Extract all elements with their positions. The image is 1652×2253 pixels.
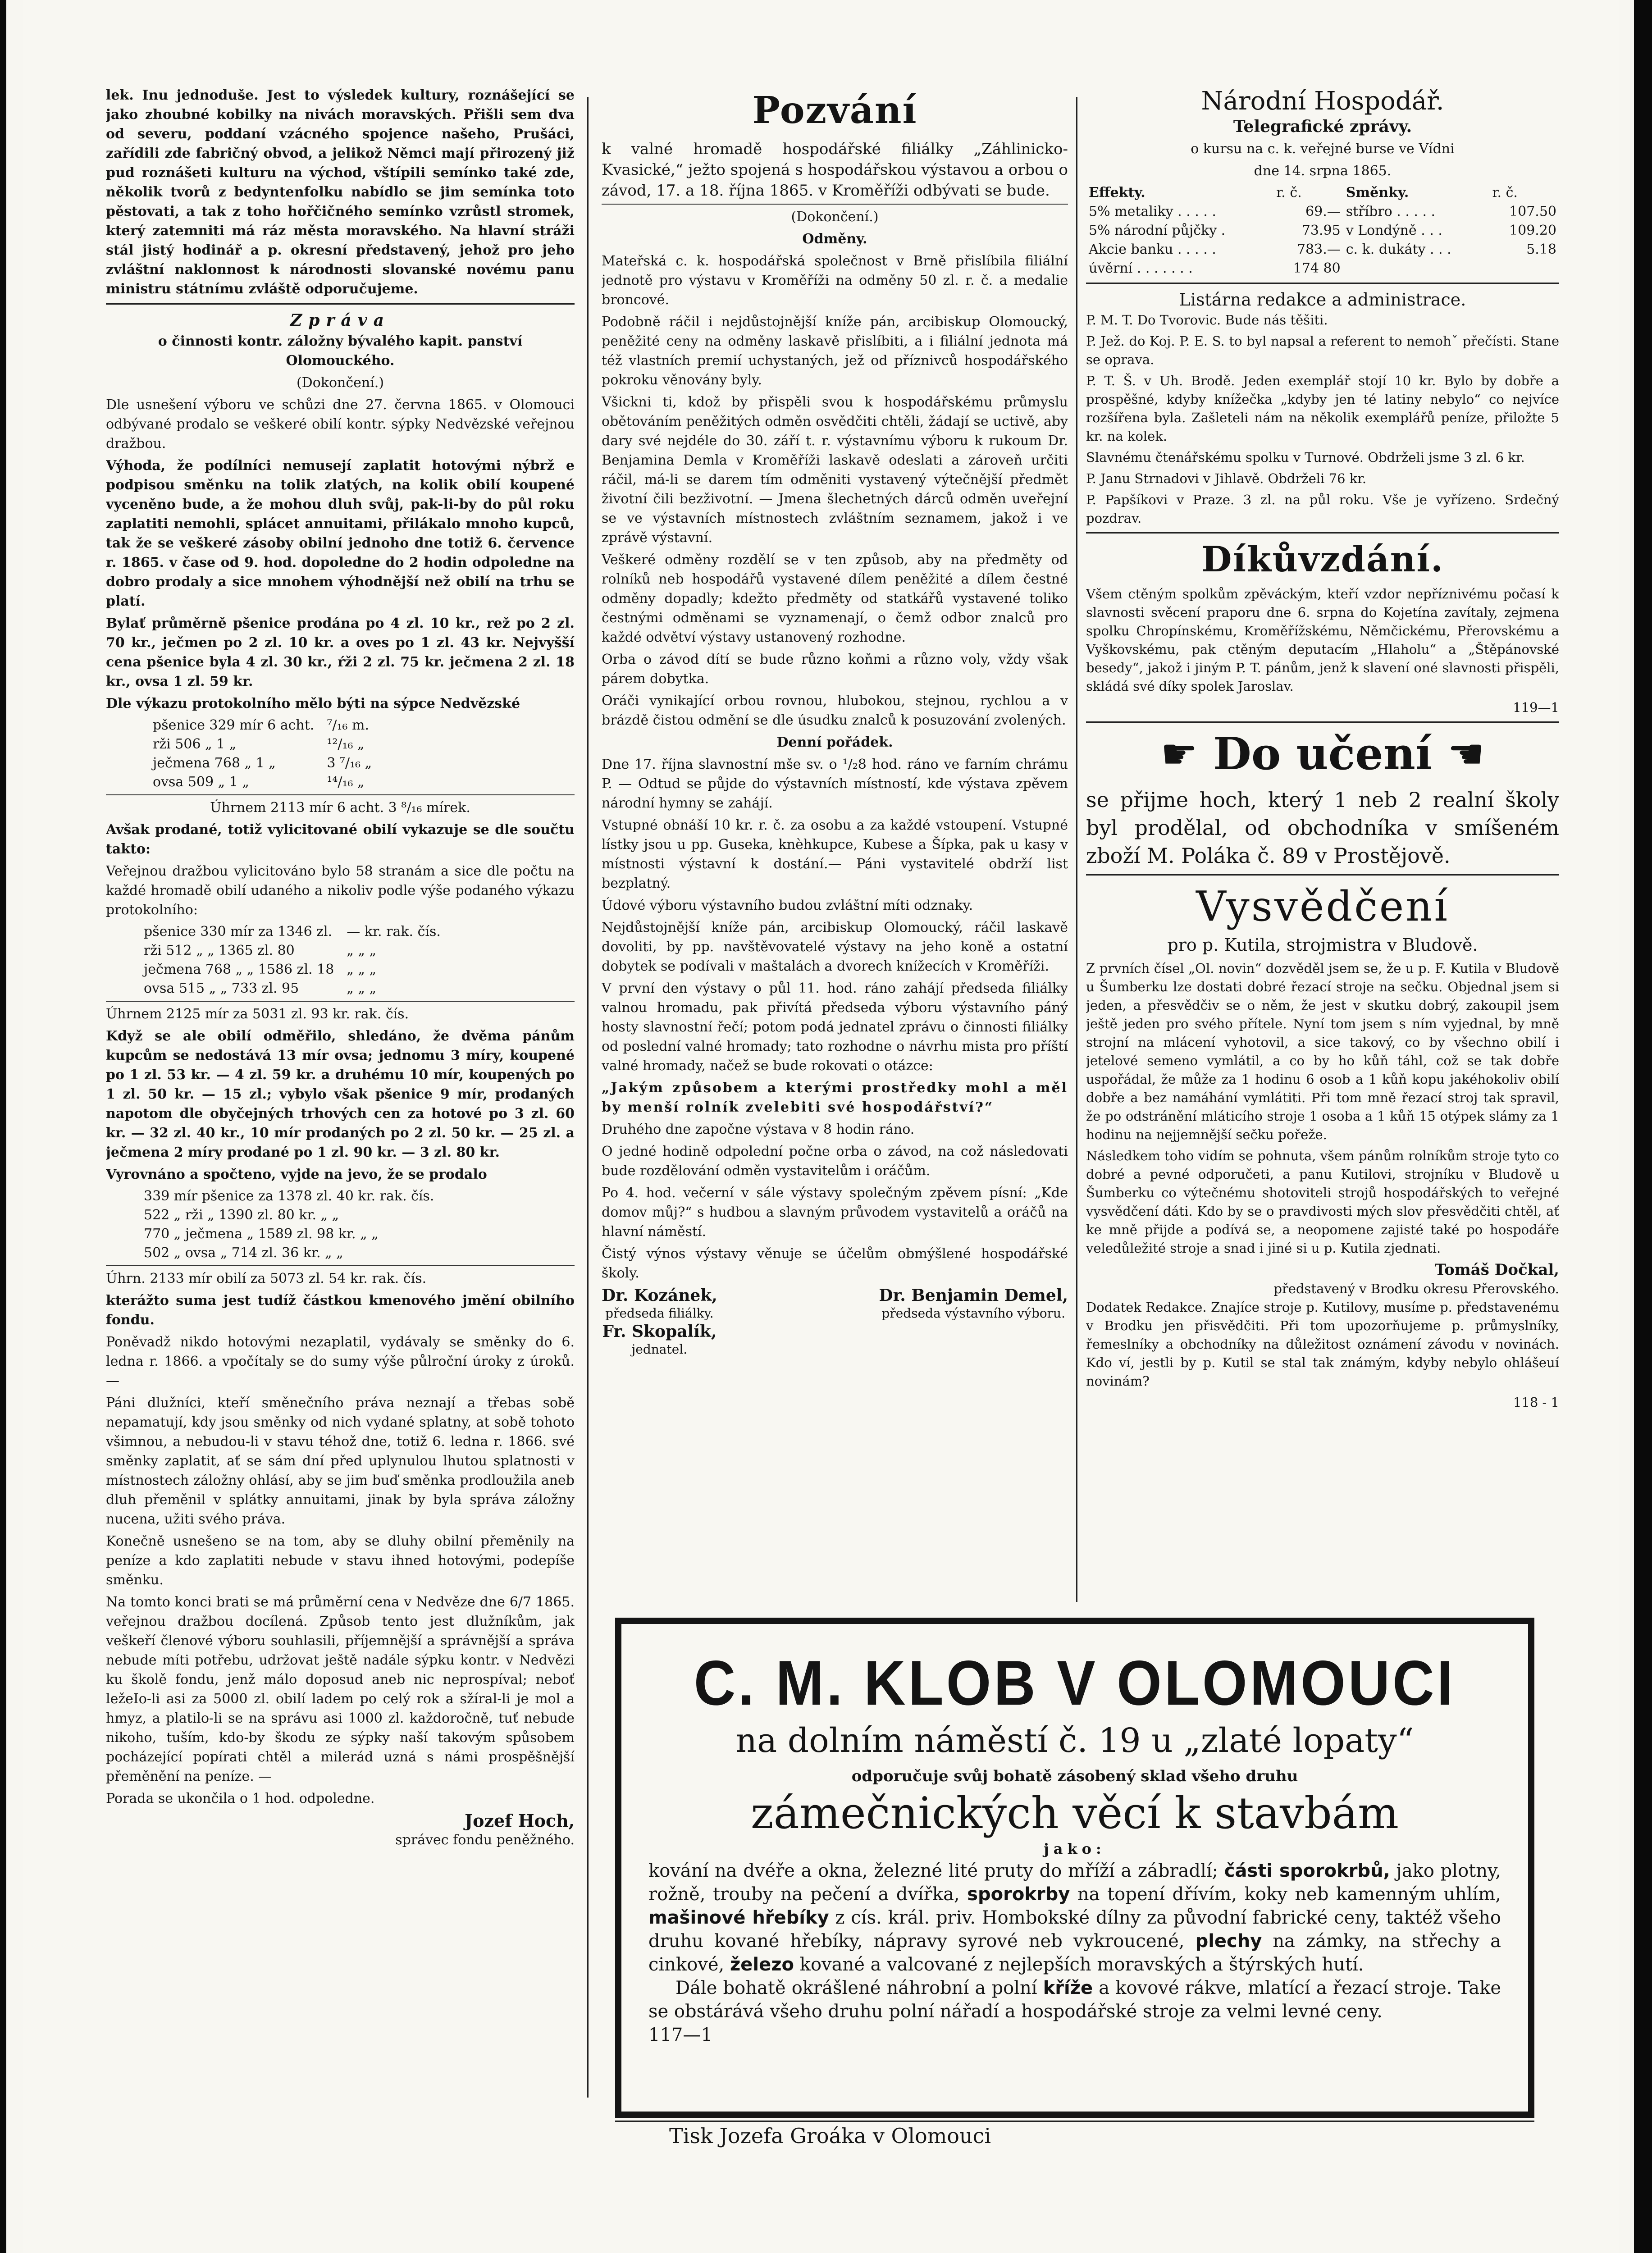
cell: rži 506 „ 1 „ (153, 736, 237, 752)
cell (1343, 259, 1490, 278)
paragraph: Výhoda, že podílníci nemusejí zaplatit hotovými nýbrž e podpisou směnku na tolik zlatých, na kolik obilí koupené vyceněno bude, a že mohou dluh svůj, pak-li-by do půl roku zaplatiti nemohli, splácet annuitami, přilákalo mnoho kupců, tak že se veškeré zásoby obilní jednoho dne totiž 6. července r. 1865. v čase od 9. hod. dopoledne do 2 hodin odpoledne na dobro prodaly a sice mnohem výhodnější než obilí na trhu se platí. (106, 458, 575, 609)
sum-rule (106, 1001, 575, 1002)
report-subtitle: o činnosti kontr. záložny bývalého kapit. panství Olomouckého. (158, 333, 523, 369)
ad-highlight: kříže (1043, 1978, 1093, 1998)
paragraph: Údové výboru výstavního budou zvláštní míti odznaky. (602, 898, 973, 913)
ad-goods: zámečnických věcí k stavbám (751, 1788, 1399, 1838)
ad-text: Dále bohatě okrášlené náhrobní a polní (675, 1978, 1043, 1998)
signature-role: správec fondu peněžného. (395, 1832, 575, 1848)
ad-jako: jako: (1044, 1840, 1106, 1857)
apprentice-title: Do učení (1213, 728, 1433, 780)
cell (1490, 259, 1560, 278)
certificate-signature: Tomáš Dočkal, (1434, 1261, 1559, 1279)
ad-number: 117—1 (648, 2025, 712, 2045)
paragraph: Dle usnešení výboru ve schůzi dne 27. června 1865. v Olomouci odbývané prodalo se veškeré obilí kontr. sýpky Nedvězské veřejnou dražbou. (106, 397, 575, 452)
report-title: Zpráva (290, 311, 390, 330)
signature-role: předseda filiálky. (605, 1306, 714, 1321)
certificate-text: Následkem toho vidím se pohnuta, všem pánům rolníkům stroje tyto co dobré a pevné odporučeti, a panu Kutilovi, strojníku v Bludově u Šumberku co výtečnému shotoviteli strojů hospodářských to veřejné vysvědčení dáti. Kdo by se o pravdivosti mých slov přesvědčiti chtěl, ať ke mně přijde a podívá se, a neopomene zajisté také po hospodáře veledůležité stroje a snad i jiné si u p. Kutila zjednati. (1086, 1148, 1559, 1256)
paragraph: Páni dlužníci, kteří směnečního práva neznají a třebas sobě nepamatují, kdy jsou směnky od nich vydané splatny, at sobě tohoto všimnou, a nebudou-li v stavu téhož dne, totiž 6. ledna r. 1866. své směnky zaplatit, ať se sám dní před uplynulou lhutou splatnosti v místnostech záložny ohlásí, aby se jim buď směnka prodloužila aneb dluh přeměnil v splátky annuitami, jinak by byla správa záložny nucena, užiti svého práva. (106, 1395, 575, 1527)
cell: rži 512 „ „ 1365 zl. 80 (144, 943, 295, 958)
ad-text: z cís. král. priv. Hombokské dílny za původní fabrické ceny, taktéž všeho druhu kované hřebíky, nápravy syrové neb vykroucené, (648, 1907, 1501, 1952)
printer-imprint: Tisk Jozefa Groáka v Olomouci (615, 2121, 1534, 2148)
paragraph: Nejdůstojnější kníže pán, arcibiskup Olomoucký, ráčil laskavě dovoliti, by pp. navštěvovatelé výstavy na jeho koně a ostatní dobytek se podívali v maštalách a dvorech knížecích v Kroměříži. (602, 920, 1068, 974)
cell: Akcie banku . . . . . (1089, 242, 1216, 257)
ad-text: kované a valcované z nejlepších moravských a štýrských hutí. (794, 1954, 1364, 1975)
cell: „ „ „ (347, 981, 376, 996)
pointing-hand-right-icon: ☛ (1160, 730, 1198, 778)
cell: v Londýně . . . (1346, 223, 1442, 238)
cell: ⁷/₁₆ m. (327, 717, 370, 733)
paragraph: Čistý výnos výstavy věnuje se účelům obmýšlené hospodářské školy. (602, 1246, 1068, 1281)
letter-note: P. Jež. do Koj. P. E. S. to byl napsal a referent to nemohˇ přečísti. Stane se oprava. (1086, 333, 1559, 367)
cell: c. k. dukáty . . . (1346, 242, 1451, 257)
cell: — kr. rak. čís. (347, 924, 441, 940)
paragraph: Veřejnou dražbou vylicitováno bylo 58 stranám a sice dle počtu na každé hromadě obilí udaného a nikoliv podle výše podaného výkazu protokolního: (106, 863, 575, 918)
paragraph: Druhého dne započne výstava v 8 hodin ráno. (602, 1122, 915, 1137)
cell: 783.— (1296, 242, 1341, 257)
col-header: r. č. (1492, 185, 1518, 201)
paragraph: Po 4. hod. večerní v sále výstavy společným zpěvem písní: „Kde domov můj?“ s hudbou a slavným průvodem vystavitelů a oráčů na hlavní náměstí. (602, 1185, 1068, 1240)
cell: 5% národní půjčky . (1089, 223, 1226, 238)
continued-note: (Dokončení.) (296, 375, 384, 391)
paragraph: Veškeré odměny rozdělí se v ten způsob, aby na předměty od rolníků neb hospodářů vystavené dílem peněžité a dílem čestné odměny dopadly; kdežto předměty od statkářů vystavené toliko čestnými odměnami se vyznamenají, o čemž odbor znalců pro každé odvětví výstavy ustanovený rozhodne. (602, 552, 1068, 645)
ad-text: a kovové rákve, mlatící a řezací stroje. Take se obstárává všeho druhu polní nářadí a hospodářské stroje za velmi levné ceny. (648, 1978, 1501, 2022)
divider (602, 204, 1068, 205)
paragraph: Avšak prodané, totiž vylicitované obilí vykazuje se dle součtu takto: (106, 822, 575, 857)
sum-line: Úhrnem 2125 mír za 5031 zl. 93 kr. rak. čís. (106, 1006, 409, 1022)
ad-number: 118 - 1 (1513, 1395, 1559, 1410)
pointing-hand-left-icon: ☚ (1447, 730, 1485, 778)
paragraph: Na tomto konci brati se má průměrní cena v Nedvěze dne 6/7 1865. veřejnou dražbou docílená. Způsob tento jest dlužníkům, jak veškeří členové výboru souhlasili, příjemnější a správnější a správa nebude míti potřebu, udržovat ještě nadále sýpku kontr. v Nedvězi ku školě fondu, jenž málo doposud aneb nic neprospíval; neboť ležeIo-li asi za 5000 zl. obilí ladem po celý rok a sžíral-li je mol a hmyz, a platilo-li se na správu asi 1000 zl. každoročně, tuť nebude nikoho, tuším, kdo-by škodu ze sýpky naší takovým spůsobem pocházející popírati chtěl a milerád uzná s námi prospěšnější přeměnění na peníze. — (106, 1594, 575, 1784)
paragraph: V první den výstavy o půl 11. hod. ráno zahájí předseda filiálky valnou hromadu, pak přivítá předseda výboru výstavního páný hosty slavnostní řečí; potom podá jednatel zprávu o činnosti filiálky od poslední valné hromady; tato rozhodne o návrhu mista pro příští valné hromady, načež se bude rokovati o otázce: (602, 981, 1068, 1074)
cell: ovsa 515 „ „ 733 zl. 95 (144, 981, 299, 996)
continued-note: (Dokončení.) (791, 209, 879, 225)
paragraph: Konečně usnešeno se na tom, aby se dluhy obilní přeměnily na peníze a kdo zaplatiti nebude v stavu ihned hotovými, podepíše směnku. (106, 1533, 575, 1588)
letter-note: P. Papšíkovi v Praze. 3 zl. na půl roku. Vše je vyřízeno. Srdečný pozdrav. (1086, 492, 1559, 526)
column-right (1086, 86, 1559, 1606)
ad-recommendation: odporučuje svůj bohatě zásobený sklad všeho druhu (851, 1767, 1298, 1785)
paragraph: Když se ale obilí odměřilo, shledáno, že dvěma pánům kupcům se nedostává 13 mír ovsa; jednomu 3 míry, koupené po 1 zl. 53 kr. — 4 zl. 59 kr. a druhému 10 mír, koupených po 1 zl. 50 kr. — 15 zl.; vybylo však pšenice 9 mír, prodaných napotom dle obyčejných trhových cen za hotové po 3 zl. 60 kr. — 32 zl. 40 kr., 10 mír prodaných po 2 zl. 50 kr. — 25 zl. a ječmena 2 míry prodané po 1 zl. 90 kr. — 3 zl. 80 kr. (106, 1028, 575, 1160)
section-title: Národní Hospodář. (1201, 87, 1444, 116)
letter-note: P. Janu Strnadovi v Jihlavě. Obdrželi 76 kr. (1086, 471, 1367, 486)
exchange-date: dne 14. srpna 1865. (1254, 163, 1392, 179)
signature: Dr. Benjamin Demel, (879, 1286, 1068, 1305)
cell: 107.50 (1509, 204, 1556, 219)
ad-highlight: železo (730, 1954, 794, 1975)
letters-heading: Listárna redakce a administrace. (1179, 290, 1466, 310)
ad-highlight: části sporokrbů, (1224, 1861, 1390, 1881)
thanks-text: Všem ctěným spolkům zpěváckým, kteří vzdor nepříznivému počasí k slavnosti svěcení praporu dne 6. srpna do Kojetína zavítaly, zejmena spolku Chropínskému, Kroměřížskému, Němčickému, Přerovskému a Vyškovskému, pak ctěným deputacím „Hlaholu“ a „Štěpánovské besedy“, jakož i jiným P. T. pánům, jenž k slavení oné slavnosti přispěli, skládá své díky spolek Jaroslav. (1086, 586, 1559, 694)
paragraph: Všickni ti, kdož by přispěli svou k hospodářskému průmyslu obětováním peněžitých odměn osvědčiti chtěli, žádají se uctivě, aby dary své nejdéle do 30. září t. r. výstavnímu výboru k rukoum Dr. Benjamina Demla v Kroměříži laskavě odeslati a zároveň určiti ráčil, má-li se darem tím odměniti vystavený výtečnější předmět životní čili bezživotní. — Jmena šlechetných dárců odměn uveřejní se ve výstavních místnostech zvláštním seznamem, jakož i ve zprávě výstavní. (602, 394, 1068, 546)
exchange-heading: o kursu na c. k. veřejné burse ve Vídni (1191, 141, 1455, 157)
letter-note: P. M. T. Do Tvorovic. Bude nás těšiti. (1086, 312, 1328, 328)
paragraph: O jedné hodině odpolední počne orba o závod, na což následovati bude rozdělování odměn vystavitelům i oráčům. (602, 1144, 1068, 1179)
divider (1086, 721, 1559, 723)
ad-product-list-2 (648, 1976, 1501, 2023)
certificate-title: Vysvědčení (1196, 882, 1449, 930)
exchange-table (1086, 183, 1559, 278)
cell: „ „ „ (347, 943, 376, 958)
cell: ječmena 768 „ „ 1586 zl. 18 (144, 962, 334, 977)
cell: 174 80 (1293, 260, 1341, 276)
cell: úvěrní . . . . . . . (1089, 260, 1193, 276)
certificate-subtitle: pro p. Kutila, strojmistra v Bludově. (1167, 935, 1478, 955)
apprentice-text: se přijme hoch, který 1 neb 2 realní školy byl prodělal, od obchodníka v smíšeném zboží M. Poláka č. 89 v Prostějově. (1086, 788, 1559, 868)
cell: pšenice 329 mír 6 acht. (153, 717, 315, 733)
cell: ¹⁴/₁₆ „ (327, 774, 365, 790)
cell: ¹²/₁₆ „ (327, 736, 365, 752)
ad-text: kování na dvéře a okna, železné lité pruty do mříží a zábradlí; (648, 1861, 1224, 1881)
ad-text: na topení dřívím, koky neb kamenným uhlím, (1070, 1884, 1501, 1905)
telegraph-heading: Telegrafické zprávy. (1233, 117, 1412, 136)
ad-company-name: C. M. KLOB V OLOMOUCI (694, 1647, 1456, 1719)
cell: 73.95 (1301, 223, 1341, 238)
paragraph: Podobně ráčil i nejdůstojnější kníže pán, arcibiskup Olomoucký, peněžité ceny na odměny laskavě přislíbiti, a i filiální jednota má též vlastních premií uchystaných, jež od příznivců hospodářského pokroku věnovány byly. (602, 314, 1068, 388)
apprentice-heading (1086, 727, 1559, 781)
paragraph: Bylať průměrně pšenice prodána po 4 zl. 10 kr., rež po 2 zl. 70 kr., ječmen po 2 zl. 10 kr. a oves po 1 zl. 43 kr. Nejvyšší cena pšenice byla 4 zl. 30 kr., ŕži 2 zl. 75 kr. ječmena 2 zl. 18 kr., ovsa 1 zl. 59 kr. (106, 616, 575, 689)
grain-table-1 (146, 716, 378, 792)
signature-block (879, 1286, 1068, 1358)
section-heading: Denní pořádek. (776, 734, 893, 750)
signatures (602, 1286, 1068, 1358)
right-edge (1634, 0, 1652, 2253)
cell: 3 ⁷/₁₆ „ (327, 755, 372, 771)
ad-text: na zámky, na střechy a cinkové, (648, 1931, 1501, 1975)
divider (1086, 283, 1559, 284)
cell: 339 mír pšenice za 1378 zl. 40 kr. rak. čís. (144, 1188, 434, 1204)
col-header: Effekty. (1089, 185, 1145, 201)
signature-block (602, 1286, 717, 1358)
grain-table-2 (137, 922, 447, 998)
paragraph: Vstupné obnáší 10 kr. r. č. za osobu a za každé vstoupení. Vstupné lístky jsou u pp. Guseka, knèhkupce, Kubese a Šípka, pak u kasy v místnosti výstavní k dostání.— Páni vystavitelé obdrží list bezplatný. (602, 817, 1068, 891)
signature-role: předseda výstavního výboru. (881, 1306, 1065, 1321)
paragraph: kterážto suma jest tudíž částkou kmenového jmění obilního fondu. (106, 1293, 575, 1328)
cell: ječmena 768 „ 1 „ (153, 755, 276, 771)
section-heading: Odměny. (802, 231, 867, 247)
signature: Jozef Hoch, (465, 1811, 575, 1831)
article-text: lek. Inu jednoduše. Jest to výsledek kultury, roznášející se jako zhoubné kobilky na nivách moravských. Přišli sem dva od severu, poddaní vzácného spojence našeho, Prušáci, zařídili zde fabričný obvod, a jelikož Němci mají přirozený již pud roznášeti kulturu na východ, vštípili semínko také zde, několik tvorů z bedyntenfolku nabídlo se jim semínka toto pěstovati, a tak z toho hořčičného semínko vzrůstl stromek, který zatemniti má ráz města moravského. Na hlavní stráži stál jistý hodinář a p. okresní představený, jehož pro jeho zvláštní naklonnost k národnosti slovanské novému panu ministru státnímu zvláště odporučujeme. (106, 87, 575, 297)
ad-number: 119—1 (1513, 700, 1559, 715)
column-rule (1076, 97, 1077, 1602)
editor-addendum: Dodatek Redakce. Znajíce stroje p. Kutilovy, musíme p. představenému v Brodku jen přisvědčiti. Při tom upozorňujeme p. průmyslníky, řemeslníky a obchodníky na důležitost oznámení závodu v novinách. Kdo ví, jestli by p. Kutil se stal tak známým, kdyby nebylo ohlášeuí novinám? (1086, 1300, 1559, 1389)
paragraph: Porada se ukončila o 1 hod. odpoledne. (106, 1791, 375, 1806)
signature: Dr. Kozánek, (602, 1286, 717, 1305)
sum-rule (106, 1265, 575, 1266)
cell: ovsa 509 „ 1 „ (153, 774, 249, 790)
klob-advertisement (615, 1618, 1534, 2118)
cell: 69.— (1305, 204, 1341, 219)
cell: 5% metaliky . . . . . (1089, 204, 1216, 219)
cell: pšenice 330 mír za 1346 zl. (144, 924, 333, 940)
ad-address: na dolním náměstí č. 19 u „zlaté lopaty“ (735, 1721, 1414, 1760)
cell: 502 „ ovsa „ 714 zl. 36 kr. „ „ (144, 1245, 343, 1261)
cell: stříbro . . . . . (1346, 204, 1436, 219)
divider (1086, 874, 1559, 876)
grain-table-3 (137, 1187, 440, 1263)
column-left (106, 86, 575, 2102)
cell: 109.20 (1509, 223, 1556, 238)
ad-highlight: mašinové hřebíky (648, 1907, 829, 1928)
column-middle (602, 86, 1068, 1575)
paragraph: Oráči vynikající orbou rovnou, hlubokou, stejnou, rychlou a v brázdě čistou odmění se dle úsudku znalců k posuzování zvolených. (602, 693, 1068, 728)
ad-product-list (648, 1859, 1501, 1976)
question: „Jakým způsobem a kterými prostředky mohl a měl by menší rolník zvelebiti své hospodářství?“ (602, 1080, 1068, 1115)
ad-highlight: plechy (1195, 1931, 1262, 1952)
col-header: Směnky. (1346, 185, 1409, 201)
cell: „ „ „ (347, 962, 376, 977)
cell: 522 „ rži „ 1390 zl. 80 kr. „ „ (144, 1207, 339, 1223)
cell: 5.18 (1526, 242, 1556, 257)
ad-highlight: sporokrby (967, 1884, 1070, 1905)
invitation-title: Pozvání (752, 89, 917, 132)
divider (1086, 532, 1559, 534)
sum-line: Úhrnem 2113 mír 6 acht. 3 ⁸/₁₆ mírek. (210, 800, 470, 816)
cell: 770 „ ječmena „ 1589 zl. 98 kr. „ „ (144, 1226, 379, 1242)
left-edge (0, 0, 6, 2253)
paragraph: Vyrovnáno a spočteno, vyjde na jevo, že se prodalo (106, 1167, 487, 1182)
col-header: r. č. (1276, 185, 1302, 201)
divider (106, 303, 575, 305)
certificate-text: Z prvních čísel „Ol. novin“ dozvěděl jsem se, že u p. F. Kutila v Bludově u Šumberku lze dostati dobré řezací stroje na sečku. Objednal jsem si jeden, a přesvědčiv se o něm, že jest v skutku dobrý, zakoupil jsem ještě jeden pro svého přítele. Nyní tom jsem s ním vyjednal, by mně strojní na mlácení vyhotovil, a sice takový, co by všechno obilí i jetelové semeno vymlátil, a co by ho kůň táhl, což se tak dobře uspořádal, že může za 1 hodinu 6 osob a 1 kůň kopu jakéhokoliv obilí dobře a bez namáhání vymlátiti. Při tom mně řezací stroj tak spravil, že po odstránění mláticího stroje 1 osoba a 1 kůň 15 otýpek slámy za 1 hodinu na nejjemnější sečku pořeže. (1086, 961, 1559, 1142)
letter-note: P. T. Š. v Uh. Brodě. Jeden exemplář stojí 10 kr. Bylo by dobře a prospěšné, kdyby knížečka „kdyby jen té latiny nebylo“ co nejvíce rozšířena byla. Zašleteli nám na několik exemplářů peníze, přiložte 5 kr. na kolek. (1086, 373, 1559, 444)
paragraph: Dle výkazu protokolního mělo býti na sýpce Nedvězské (106, 696, 520, 711)
signature-role: jednatel. (631, 1342, 688, 1357)
column-rule (587, 97, 589, 2098)
paragraph: Mateřská c. k. hospodářská společnost v Brně přislíbila filiální jednotě pro výstavu v Kroměříži na odměny 50 zl. r. č. a medalie broncové. (602, 253, 1068, 308)
invitation-intro: k valné hromadě hospodářské filiálky „Záhlinicko-Kvasické,“ ježto spojená s hospodářskou výstavou a orbou o závod, 17. a 18. října 1865. v Kroměříži odbývati se bude. (602, 140, 1068, 200)
ad-text: jako plotny, rožně, trouby na pečení a dvířka, (648, 1861, 1501, 1905)
paragraph: Orba o závod dítí se bude různo koňmi a různo voly, vždy však párem dobytka. (602, 652, 1068, 687)
paragraph: Dne 17. října slavnostní mše sv. o ¹/₂8 hod. ráno ve farním chrámu P. — Odtud se půjde do výstavních místností, kde výstava zpěvem národní hymny se zahájí. (602, 757, 1068, 811)
signature: Fr. Skopalík, (602, 1322, 717, 1341)
sum-rule (106, 794, 575, 795)
sum-line: Úhrn. 2133 mír obilí za 5073 zl. 54 kr. rak. čís. (106, 1271, 427, 1286)
paragraph: Poněvadž nikdo hotovými nezaplatil, vydávaly se směnky do 6. ledna r. 1866. a vpočítaly se do sumy výše půlroční úroky z úroků. — (106, 1334, 575, 1389)
certificate-signature-role: představený v Brodku okresu Přerovského. (1273, 1281, 1559, 1296)
letter-note: Slavnému čtenářskému spolku v Turnové. Obdrželi jsme 3 zl. 6 kr. (1086, 450, 1525, 465)
thanks-title: Díkůvzdání. (1201, 539, 1444, 580)
